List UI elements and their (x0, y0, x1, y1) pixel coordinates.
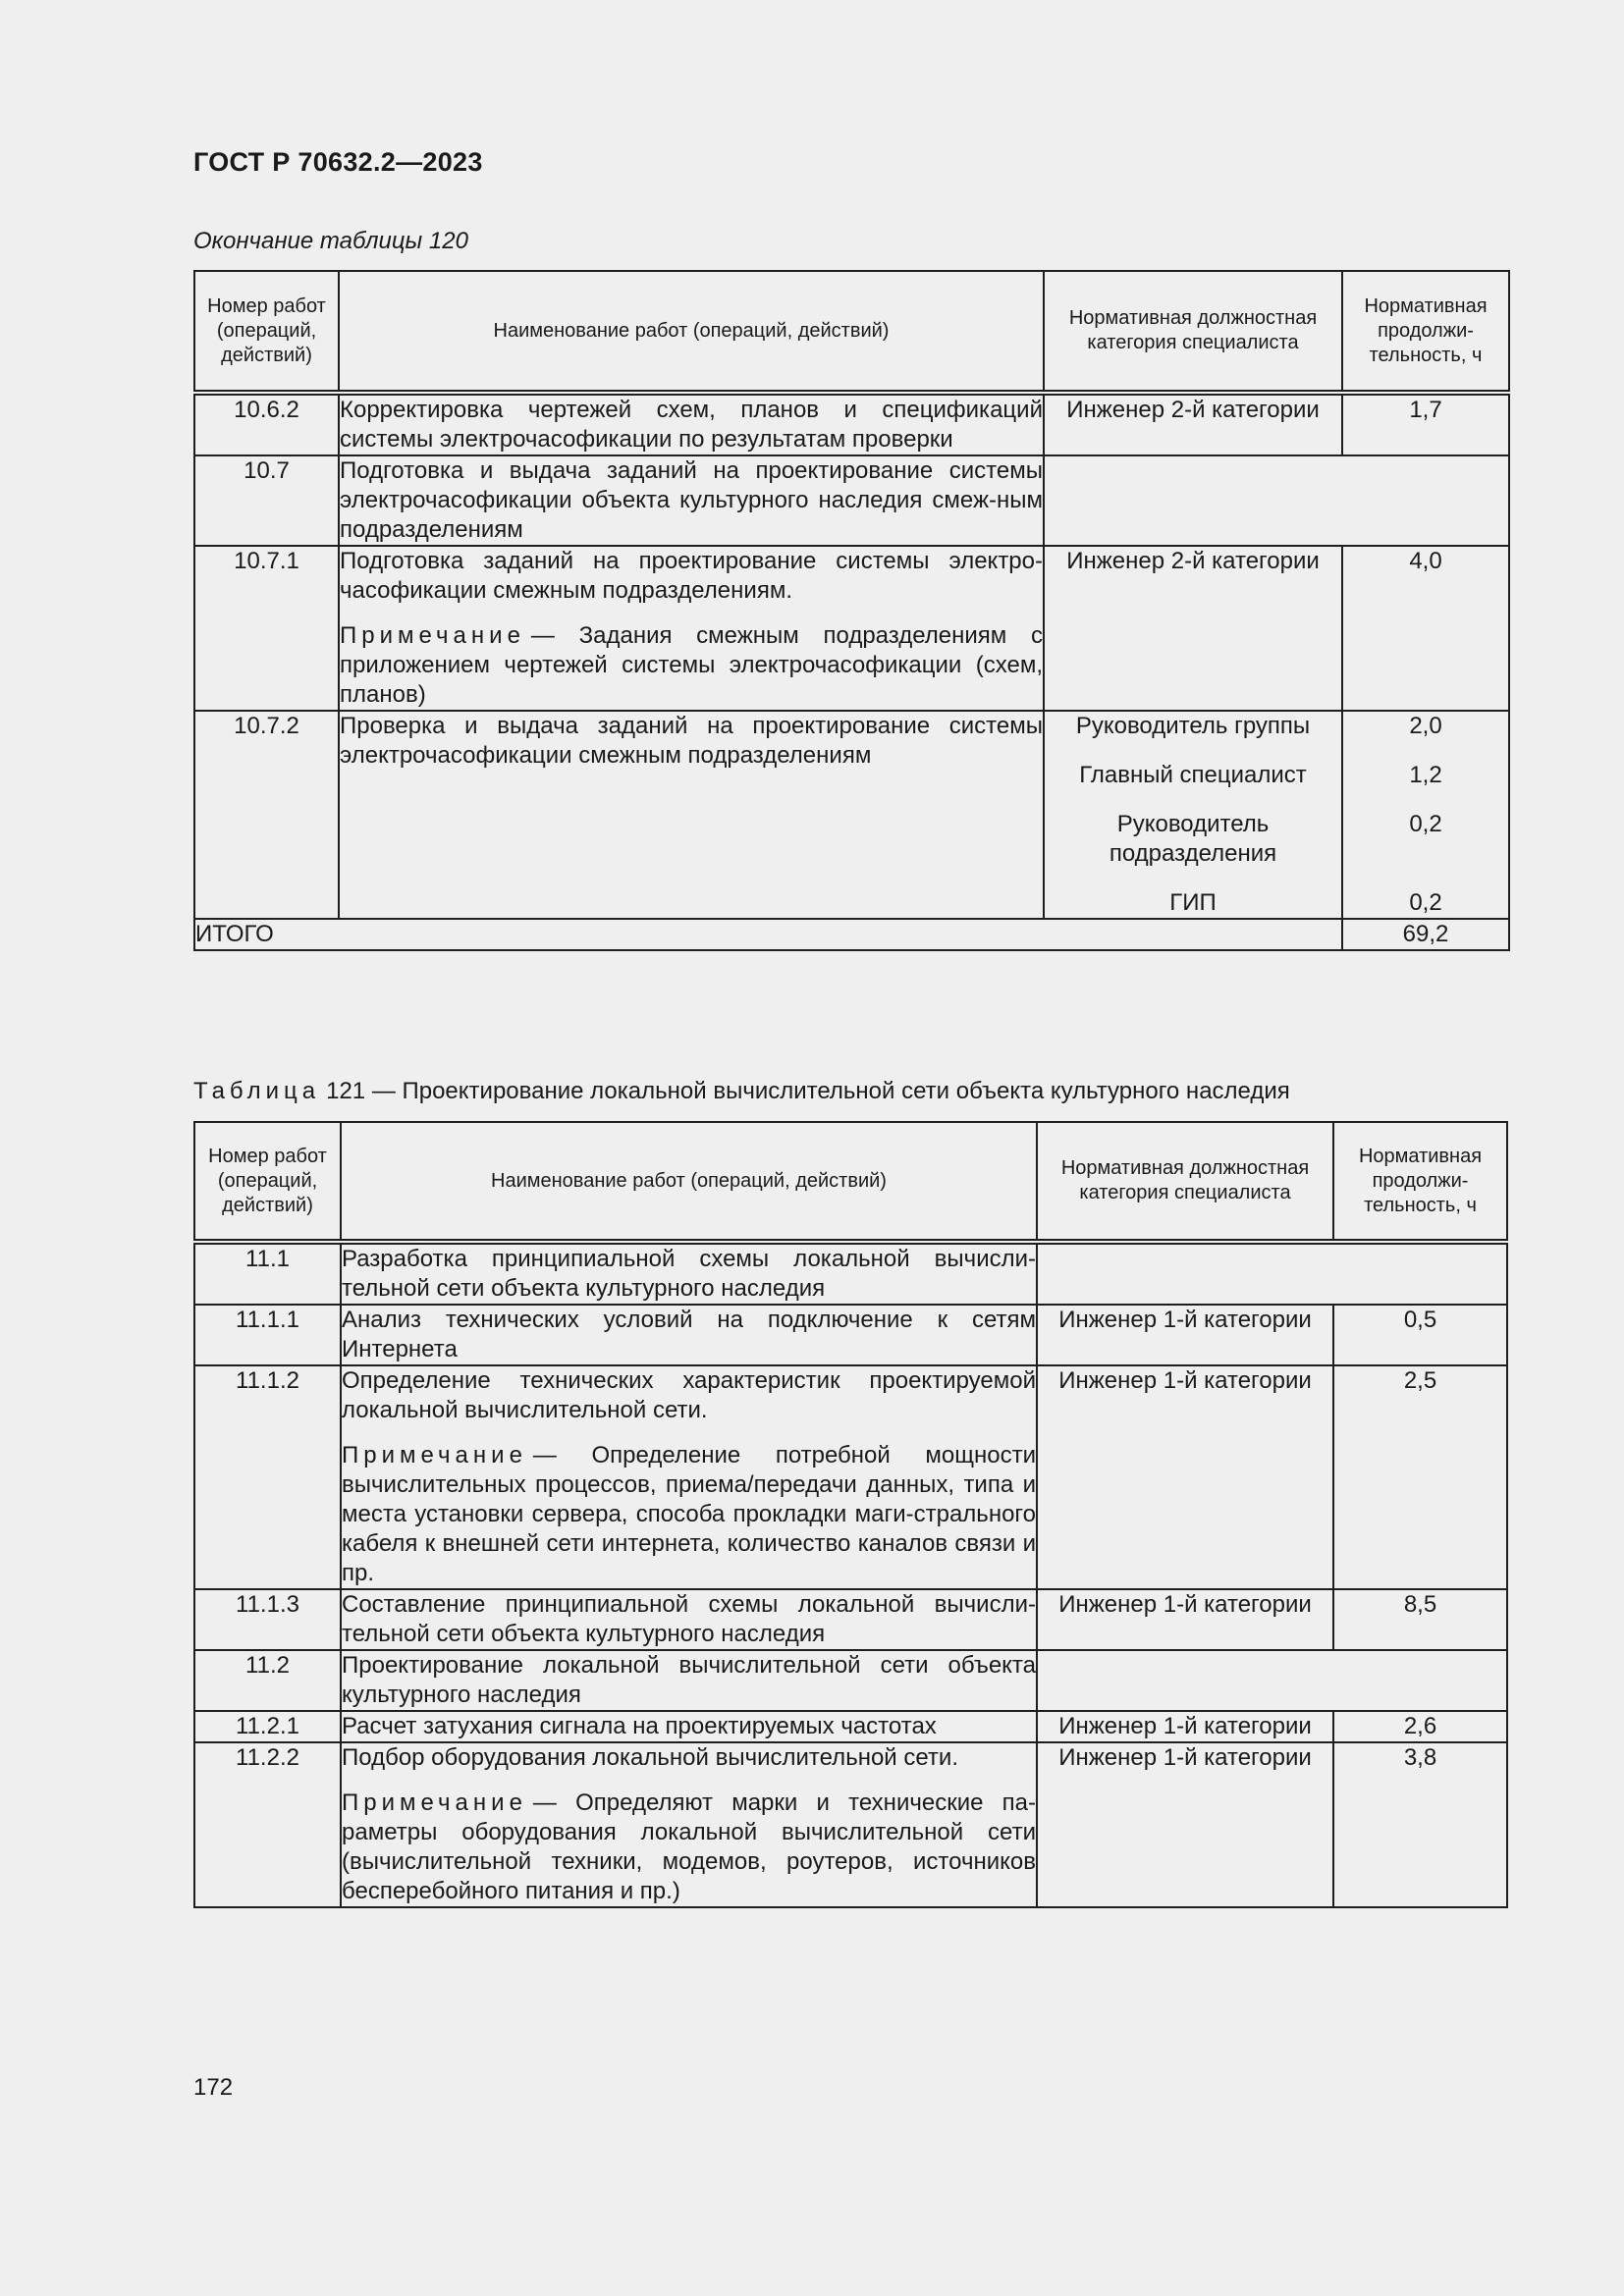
table-row (194, 455, 1509, 546)
note (342, 1789, 1036, 1906)
specialist-category: Инженер 2-й категории (1044, 393, 1342, 455)
row-number: 11.1.3 (194, 1589, 341, 1650)
document-title: ГОСТ Р 70632.2—2023 (193, 147, 483, 177)
duration-value: 2,6 (1333, 1711, 1507, 1742)
duration-value: 0,2 (1409, 811, 1442, 837)
work-name: Проектирование локальной вычислительной сети объекта культурного наследия (341, 1650, 1037, 1711)
table-total-row (194, 919, 1509, 950)
row-number: 10.7.1 (194, 546, 339, 711)
table-row (194, 393, 1509, 455)
row-number: 11.1 (194, 1242, 341, 1305)
empty-cell (1037, 1242, 1507, 1305)
work-name: Подбор оборудования локальной вычислительной сети. (342, 1744, 958, 1771)
note-text: — Определяют марки и технические па-раметры оборудования локальной вычислительной сети (вычислительной техники, модемов, роутеров, источников бесперебойного питания и пр.) (342, 1789, 1036, 1904)
table-row (194, 1305, 1507, 1365)
table-header-row (194, 1122, 1507, 1242)
column-header-number: Номер работ (операций, действий) (194, 1122, 341, 1242)
row-number: 11.2.1 (194, 1711, 341, 1742)
page-number: 172 (193, 2074, 234, 2101)
table-row (194, 1650, 1507, 1711)
table-row (194, 1711, 1507, 1742)
work-name: Составление принципиальной схемы локальной вычисли-тельной сети объекта культурного наследия (341, 1589, 1037, 1650)
work-name: Подготовка и выдача заданий на проектирование системы электрочасофикации объекта культурного наследия смеж-ным подразделениям (339, 455, 1044, 546)
note (340, 621, 1043, 710)
specialist-category: Инженер 2-й категории (1044, 546, 1342, 711)
duration-value: 0,2 (1409, 889, 1442, 916)
row-number: 11.2 (194, 1650, 341, 1711)
table-row (194, 1242, 1507, 1305)
specialist-category: Инженер 1-й категории (1037, 1589, 1333, 1650)
work-name-cell (339, 546, 1044, 711)
work-name: Корректировка чертежей схем, планов и спецификаций системы электрочасофикации по результатам проверки (339, 393, 1044, 455)
table-caption-label: Таблица (193, 1078, 321, 1104)
duration-value: 8,5 (1333, 1589, 1507, 1650)
empty-cell (1044, 455, 1509, 546)
note-text: — Определение потребной мощности вычислительных процессов, приема/передачи данных, типа и места установки сервера, способа прокладки маги-стрального кабеля к внешней сети интернета, количество каналов связи и пр. (342, 1442, 1036, 1586)
specialist-category: ГИП (1169, 889, 1217, 916)
duration-list (1342, 711, 1509, 919)
note (342, 1441, 1036, 1588)
work-name: Проверка и выдача заданий на проектирование системы электрочасофикации смежным подразделениям (339, 711, 1044, 919)
duration-value: 1,7 (1342, 393, 1509, 455)
work-name: Разработка принципиальной схемы локальной вычисли-тельной сети объекта культурного наследия (341, 1242, 1037, 1305)
table-caption-text: 121 — Проектирование локальной вычислительной сети объекта культурного наследия (326, 1078, 1290, 1104)
duration-value: 3,8 (1333, 1742, 1507, 1907)
specialist-category: Руководитель подразделения (1109, 811, 1277, 867)
work-name: Расчет затухания сигнала на проектируемых частотах (341, 1711, 1037, 1742)
work-name: Подготовка заданий на проектирование системы электро-часофикации смежным подразделениям. (340, 548, 1043, 604)
empty-cell (1037, 1650, 1507, 1711)
note-label: Примечание (342, 1789, 527, 1816)
table-row (194, 1742, 1507, 1907)
duration-value: 2,0 (1409, 713, 1442, 739)
work-name-cell (341, 1365, 1037, 1589)
work-name: Определение технических характеристик проектируемой локальной вычислительной сети. (342, 1367, 1036, 1423)
table-row (194, 546, 1509, 711)
column-header-work-name: Наименование работ (операций, действий) (341, 1122, 1037, 1242)
note-label: Примечание (340, 622, 525, 649)
row-number: 10.7.2 (194, 711, 339, 919)
table-header-row (194, 271, 1509, 393)
column-header-number: Номер работ (операций, действий) (194, 271, 339, 393)
duration-value: 0,5 (1333, 1305, 1507, 1365)
duration-value: 2,5 (1333, 1365, 1507, 1589)
column-header-work-name: Наименование работ (операций, действий) (339, 271, 1044, 393)
row-number: 11.2.2 (194, 1742, 341, 1907)
specialist-category: Руководитель группы (1075, 713, 1311, 739)
column-header-duration: Нормативная продолжи-тельность, ч (1342, 271, 1509, 393)
work-name: Анализ технических условий на подключение к сетям Интернета (341, 1305, 1037, 1365)
specialist-list (1044, 711, 1342, 919)
column-header-duration: Нормативная продолжи-тельность, ч (1333, 1122, 1507, 1242)
specialist-category: Инженер 1-й категории (1037, 1742, 1333, 1907)
table-row (194, 1589, 1507, 1650)
duration-value: 4,0 (1342, 546, 1509, 711)
work-name-cell (341, 1742, 1037, 1907)
specialist-category: Инженер 1-й категории (1037, 1711, 1333, 1742)
note-text: — Задания смежным подразделениям с приложением чертежей системы электрочасофикации (схем, планов) (340, 622, 1043, 708)
total-label: ИТОГО (194, 919, 1342, 950)
row-number: 11.1.2 (194, 1365, 341, 1589)
note-label: Примечание (342, 1442, 527, 1468)
table-120 (193, 270, 1510, 951)
specialist-category: Инженер 1-й категории (1037, 1305, 1333, 1365)
total-value: 69,2 (1342, 919, 1509, 950)
specialist-category: Инженер 1-й категории (1037, 1365, 1333, 1589)
row-number: 11.1.1 (194, 1305, 341, 1365)
column-header-specialist: Нормативная должностная категория специалиста (1044, 271, 1342, 393)
row-number: 10.6.2 (194, 393, 339, 455)
row-number: 10.7 (194, 455, 339, 546)
table-caption (193, 1078, 1290, 1105)
table-121 (193, 1121, 1508, 1908)
specialist-category: Главный специалист (1079, 762, 1307, 788)
table-continuation-label: Окончание таблицы 120 (193, 228, 468, 254)
table-row (194, 711, 1509, 919)
duration-value: 1,2 (1409, 762, 1442, 788)
table-row (194, 1365, 1507, 1589)
column-header-specialist: Нормативная должностная категория специалиста (1037, 1122, 1333, 1242)
